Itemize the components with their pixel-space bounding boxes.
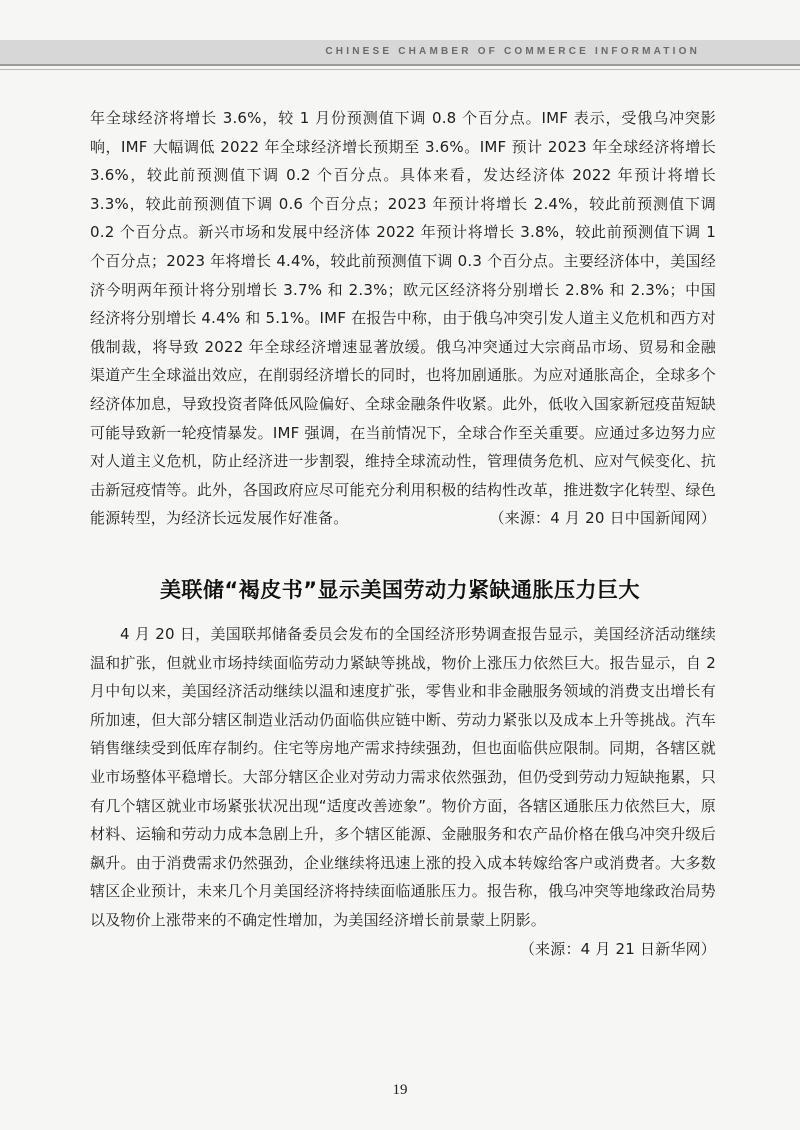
article-1-source: （来源：4 月 20 日中国新闻网） — [489, 509, 716, 528]
header-rule — [0, 64, 800, 66]
running-header-title: CHINESE CHAMBER OF COMMERCE INFORMATION — [325, 46, 700, 57]
article-2-source: （来源：4 月 21 日新华网） — [519, 939, 716, 958]
article-1 — [90, 104, 716, 533]
page-number: 19 — [392, 1082, 408, 1098]
article-1-text: 年全球经济将增长 3.6%，较 1 月份预测值下调 0.8 个百分点。IMF 表示，受俄乌冲突影响，IMF 大幅调低 2022 年全球经济增长预期至 3.6%。IMF 预计 2023 年全球经济将增长 3.6%，较此前预测值下调 0.2 个百分点。具体来看，发达经济体 2022 年预计将增长 3.3%，较此前预测值下调 0.6 个百分点；2023 年预计将增长 2.4%，较此前预测值下调 0.2 个百分点。新兴市场和发展中经济体 2022 年预计将增长 3.8%，较此前预测值下调 1 个百分点；2023 年将增长 4.4%，较此前预测值下调 0.3 个百分点。主要经济体中，美国经济今明两年预计将分别增长 3.7% 和 2.3%；欧元区经济将分别增长 2.8% 和 2.3%；中国经济将分别增长 4.4% 和 5.1%。IMF 在报告中称，由于俄乌冲突引发人道主义危机和西方对俄制裁，将导致 2022 年全球经济增速显著放缓。俄乌冲突通过大宗商品市场、贸易和金融渠道产生全球溢出效应，在削弱经济增长的同时，也将加剧通胀。为应对通胀高企，全球多个经济体加息，导致投资者降低风险偏好、全球金融条件收紧。此外，低收入国家新冠疫苗短缺可能导致新一轮疫情暴发。IMF 强调，在当前情况下，全球合作至关重要。应通过多边努力应对人道主义危机，防止经济进一步割裂，维持全球流动性，管理债务危机、应对气候变化、抗击新冠疫情等。此外，各国政府应尽可能充分利用积极的结构性改革，推进数字化转型、绿色能源转型，为经济长远发展作好准备。 — [90, 109, 716, 528]
article-2 — [90, 620, 716, 963]
article-2-title: 美联储“褐皮书”显示美国劳动力紧缺通胀压力巨大 — [159, 578, 641, 602]
article-1-body — [90, 104, 716, 533]
header-rule-thin — [0, 69, 800, 70]
article-2-body: 4 月 20 日，美国联邦储备委员会发布的全国经济形势调查报告显示，美国经济活动继续温和扩张，但就业市场持续面临劳动力紧缺等挑战，物价上涨压力依然巨大。报告显示，自 2 月中旬以来，美国经济活动继续以温和速度扩张，零售业和非金融服务领域的消费支出增长有所加速，但大部分辖区制造业活动仍面临供应链中断、劳动力紧张以及成本上升等挑战。汽车销售继续受到低库存制约。住宅等房地产需求持续强劲，但也面临供应限制。同期，各辖区就业市场整体平稳增长。大部分辖区企业对劳动力需求依然强劲，但仍受到劳动力短缺拖累，只有几个辖区就业市场紧张状况出现“适度改善迹象”。物价方面，各辖区通胀压力依然巨大，原材料、运输和劳动力成本急剧上升，多个辖区能源、金融服务和农产品价格在俄乌冲突升级后飙升。由于消费需求仍然强劲，企业继续将迅速上涨的投入成本转嫁给客户或消费者。大多数辖区企业预计，未来几个月美国经济将持续面临通胀压力。报告称，俄乌冲突等地缘政治局势以及物价上涨带来的不确定性增加，为美国经济增长前景蒙上阴影。 — [90, 625, 716, 929]
